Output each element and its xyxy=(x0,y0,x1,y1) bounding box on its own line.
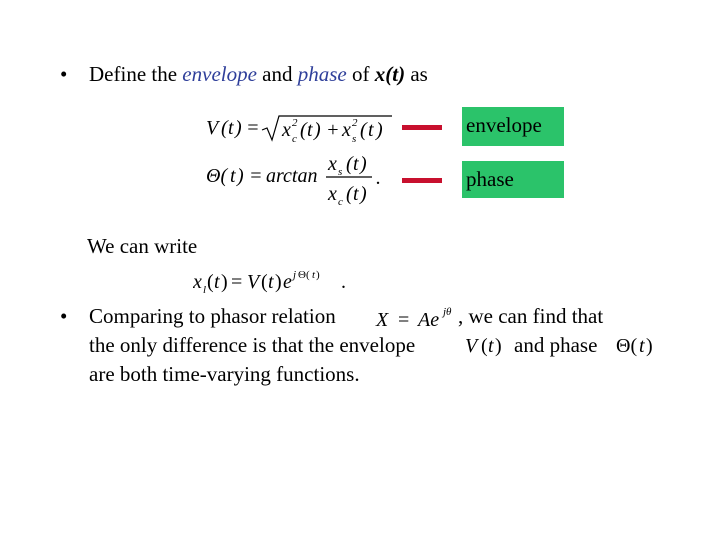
svg-text:(: ( xyxy=(481,335,488,357)
signal-xt: x(t) xyxy=(374,62,406,86)
svg-text:t: t xyxy=(488,335,494,357)
svg-text:+: + xyxy=(326,119,340,141)
svg-text:jθ: jθ xyxy=(443,306,452,318)
svg-text:x: x xyxy=(282,119,291,141)
difference-line-and-phase: and phase xyxy=(514,333,598,357)
envelope-symbol xyxy=(463,331,513,364)
svg-text:Θ(: Θ( xyxy=(206,165,228,187)
phase-formula xyxy=(206,150,396,214)
bullet-2-marker: • xyxy=(60,304,68,328)
svg-text:x: x xyxy=(193,271,202,293)
envelope-formula xyxy=(206,112,396,154)
svg-text:=: = xyxy=(231,271,243,293)
svg-text:): ) xyxy=(221,271,228,293)
svg-text:(: ( xyxy=(207,271,214,293)
svg-text:t: t xyxy=(230,165,236,187)
phasor-formula-graphic xyxy=(374,300,466,332)
phasor-formula xyxy=(374,300,466,337)
svg-text:): ) xyxy=(495,335,502,357)
svg-text:): ) xyxy=(646,335,653,357)
phase-formula-graphic xyxy=(206,150,396,208)
svg-text:(: ( xyxy=(300,119,307,141)
bullet-1-marker: • xyxy=(60,62,68,86)
svg-text:t: t xyxy=(368,119,374,141)
svg-text:l: l xyxy=(203,284,207,296)
envelope-symbol-graphic xyxy=(463,331,513,359)
envelope-connector-bar xyxy=(402,125,442,130)
definition-line xyxy=(89,62,428,86)
svg-text:Ae: Ae xyxy=(418,309,440,331)
svg-text:(: ( xyxy=(360,119,367,141)
svg-text:2: 2 xyxy=(352,117,358,129)
svg-text:): ) xyxy=(237,165,244,187)
envelope-label-box xyxy=(462,107,564,146)
svg-text:(: ( xyxy=(346,153,353,175)
time-varying-line: are both time-varying functions. xyxy=(89,362,360,386)
svg-text:x: x xyxy=(328,183,337,205)
svg-text:): ) xyxy=(360,153,367,175)
svg-text:(: ( xyxy=(221,117,228,139)
svg-text:V: V xyxy=(247,271,260,293)
svg-text:2: 2 xyxy=(292,117,298,129)
svg-text:t: t xyxy=(268,271,274,293)
svg-text:.: . xyxy=(341,271,346,293)
svg-text:=: = xyxy=(249,165,263,187)
svg-text:s: s xyxy=(352,133,357,145)
svg-text:s: s xyxy=(338,166,343,178)
svg-text:x: x xyxy=(328,153,337,175)
svg-text:x: x xyxy=(342,119,351,141)
phase-label: phase xyxy=(466,167,514,191)
svg-text:t: t xyxy=(353,153,359,175)
svg-text:(: ( xyxy=(261,271,268,293)
svg-text:c: c xyxy=(292,133,297,145)
svg-text:=: = xyxy=(246,117,260,139)
svg-text:): ) xyxy=(360,183,367,205)
svg-text:Θ(: Θ( xyxy=(616,335,638,357)
phase-label-box xyxy=(462,161,564,198)
svg-text:): ) xyxy=(275,271,282,293)
phase-connector-bar xyxy=(402,178,442,183)
svg-text:c: c xyxy=(338,196,343,208)
lowpass-formula-graphic xyxy=(193,266,363,296)
svg-text:=: = xyxy=(398,309,410,331)
phase-symbol xyxy=(614,331,660,364)
svg-text:arctan: arctan xyxy=(266,165,318,187)
svg-text:e: e xyxy=(283,271,292,293)
envelope-formula-graphic xyxy=(206,112,396,148)
we-can-write: We can write xyxy=(87,234,198,258)
envelope-label: envelope xyxy=(466,113,542,137)
phase-symbol-graphic xyxy=(614,331,660,359)
definition-and: and xyxy=(256,62,298,86)
definition-as: as xyxy=(405,62,428,86)
envelope-term: envelope xyxy=(182,62,257,86)
svg-text:t: t xyxy=(214,271,220,293)
definition-of: of xyxy=(346,62,375,86)
definition-prefix: Define the xyxy=(89,62,183,86)
svg-text:): ) xyxy=(316,269,320,281)
svg-text:t: t xyxy=(353,183,359,205)
phase-term: phase xyxy=(297,62,347,86)
comparing-line-end: , we can find that xyxy=(458,304,604,328)
svg-text:V: V xyxy=(206,117,219,139)
svg-text:): ) xyxy=(235,117,242,139)
svg-text:Θ(: Θ( xyxy=(298,269,310,281)
svg-text:j: j xyxy=(293,269,297,281)
svg-text:t: t xyxy=(312,269,316,281)
svg-text:): ) xyxy=(314,119,321,141)
lowpass-formula xyxy=(193,266,363,301)
svg-text:(: ( xyxy=(346,183,353,205)
comparing-line-start: Comparing to phasor relation xyxy=(89,304,336,328)
svg-text:t: t xyxy=(307,119,313,141)
svg-text:): ) xyxy=(376,119,383,141)
svg-text:V: V xyxy=(465,335,478,357)
svg-text:t: t xyxy=(639,335,645,357)
svg-text:.: . xyxy=(376,167,381,189)
difference-line-start: the only difference is that the envelope xyxy=(89,333,416,357)
svg-text:t: t xyxy=(228,117,234,139)
svg-text:X: X xyxy=(376,309,389,331)
